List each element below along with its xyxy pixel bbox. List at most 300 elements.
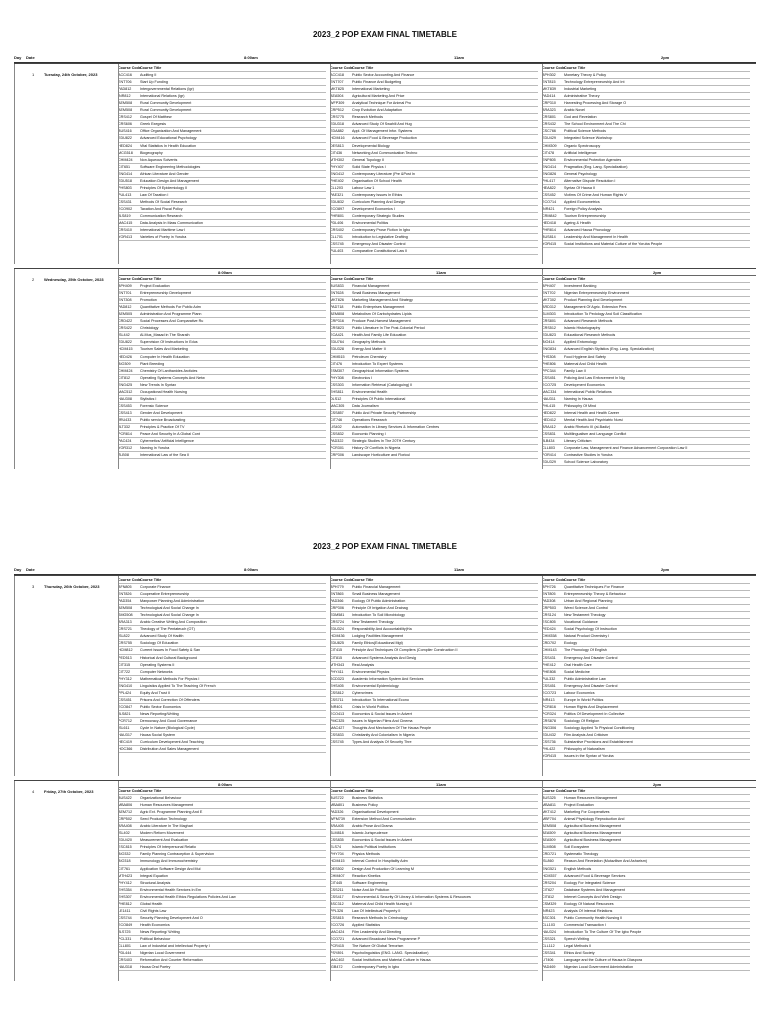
course-title: Internal Control In Hospitality Adm <box>352 859 408 864</box>
course-row <box>542 943 750 950</box>
course-title: Types And Analysis Of Security Thre <box>352 740 412 745</box>
course-code: BUS422 <box>118 796 132 801</box>
course-row <box>330 633 538 640</box>
course-row <box>118 290 326 297</box>
course-title: Public Finance And Budgeting <box>352 80 402 85</box>
course-code: ECO723 <box>542 690 557 695</box>
course-code: PHR801 <box>330 213 344 218</box>
course-row <box>542 830 750 837</box>
course-title: Historical And Cultural Background <box>140 655 197 660</box>
slot-column <box>118 577 326 753</box>
course-title: Developmental Biology <box>352 143 390 148</box>
course-code: CHM358 <box>542 634 557 639</box>
course-row <box>330 626 538 633</box>
course-code: BUS833 <box>330 284 344 289</box>
course-row <box>118 669 326 676</box>
course-row <box>330 128 538 135</box>
course-code: AEA509 <box>542 838 556 843</box>
course-row <box>118 823 326 830</box>
course-row <box>542 633 750 640</box>
course-row <box>542 121 750 128</box>
course-code: HED426 <box>118 354 132 359</box>
course-code: HAU317 <box>118 733 132 738</box>
course-title: Lodging Facilities Management <box>352 634 404 639</box>
course-row <box>330 647 538 654</box>
column-divider <box>330 576 331 776</box>
course-title: Ageing & Health <box>564 221 591 226</box>
course-title-header: Course Title <box>140 578 162 582</box>
course-row <box>542 304 750 311</box>
course-code: ECO725 <box>542 382 557 387</box>
course-row <box>542 598 750 605</box>
course-code: ESM307 <box>330 368 345 373</box>
course-code: CIT315 <box>118 662 131 667</box>
course-title: Structural Analysis <box>140 880 171 885</box>
course-code: ENT826 <box>118 592 132 597</box>
course-row <box>118 354 326 361</box>
course-title: Naming In Hausa <box>564 396 593 401</box>
course-row <box>330 438 538 445</box>
course-row <box>542 234 750 241</box>
course-row <box>330 93 538 100</box>
course-title: Introduction To International Econo <box>352 697 409 702</box>
course-row <box>330 858 538 865</box>
course-row <box>542 227 750 234</box>
course-title: Computer In Health Education <box>140 354 190 359</box>
course-row <box>118 114 326 121</box>
course-code: BSC312 <box>330 901 344 906</box>
course-title: Reason And Revelation (Mutazilism And Asharism) <box>564 859 648 864</box>
course-code-header: Course Code <box>330 578 353 582</box>
course-row <box>330 86 538 93</box>
course-row <box>330 844 538 851</box>
day-number: 1 <box>32 72 35 77</box>
course-title: Environmental & Security Of Library & Information Systems & Resources <box>352 894 471 899</box>
course-code: CSS211 <box>330 887 344 892</box>
course-code: PCR712 <box>118 718 132 723</box>
course-title: Organizational Behaviour <box>140 796 182 801</box>
slot-header-2pm: 2pm <box>653 781 662 787</box>
course-title-header: Course Title <box>352 277 374 281</box>
course-title: Emergency And Disaster Control <box>564 655 618 660</box>
day-col-header: Day <box>14 55 22 60</box>
course-title: Methods Of Social Research <box>140 199 187 204</box>
course-row <box>118 711 326 718</box>
course-title: Weed Science And Control <box>564 606 609 611</box>
course-row <box>118 626 326 633</box>
course-title: Health Economics <box>140 922 170 927</box>
column-divider <box>118 64 119 264</box>
course-code: ARA408 <box>118 824 132 829</box>
course-title: Peace And Security In A Global Cont <box>140 432 200 437</box>
column-divider <box>118 781 119 981</box>
course-title: Environmental Politics <box>352 221 389 226</box>
course-row <box>542 354 750 361</box>
course-title: Public Community Health Nursing II <box>564 915 623 920</box>
course-title: Principles Of Public International <box>352 396 406 401</box>
course-code: PSY891 <box>330 951 344 956</box>
course-row <box>542 619 750 626</box>
course-row <box>118 227 326 234</box>
course-code: INR401 <box>330 704 343 709</box>
course-title: Prisons And Correction Of Offenders <box>140 697 200 702</box>
course-title: Social Processes And Comparative Ru <box>140 319 204 324</box>
course-title: Public service Broadcasting <box>140 417 186 422</box>
course-row <box>542 697 750 704</box>
course-row <box>542 332 750 339</box>
course-row <box>330 346 538 353</box>
course-title: Cycle In Nature (Biological Cycle) <box>140 725 195 730</box>
course-title-header: Course Title <box>352 578 374 582</box>
column-divider <box>542 64 543 264</box>
course-row <box>330 185 538 192</box>
course-code: AEM508 <box>118 606 133 611</box>
course-title: Human Resources Management <box>140 803 194 808</box>
course-title: Tourism Sales And Marketing <box>140 347 188 352</box>
course-title: Oral Health Care <box>564 662 592 667</box>
course-title: Immunology And Immunochemistry <box>140 859 198 864</box>
course-row <box>330 640 538 647</box>
course-code: LE1411 <box>118 908 131 913</box>
course-code: EDU518 <box>118 178 132 183</box>
course-code: LIS402 <box>330 424 342 429</box>
course-code: PPL326 <box>330 908 344 913</box>
course-code: EDA882 <box>330 129 344 134</box>
course-code: MTH302 <box>330 157 345 162</box>
course-row <box>542 964 750 971</box>
course-code: CSS736 <box>542 740 556 745</box>
course-row <box>542 795 750 802</box>
course-code: CRP306 <box>330 606 344 611</box>
course-title: Physics Methods <box>352 852 380 857</box>
slot-column <box>330 577 538 746</box>
course-code-header: Course Code <box>118 789 141 793</box>
slot-header-8am: 8:00am <box>218 781 232 787</box>
course-title: Emergency And Disaster Control <box>564 683 618 688</box>
course-title: Project Evaluation <box>564 803 594 808</box>
course-row <box>118 431 326 438</box>
course-code: INR423 <box>542 908 555 913</box>
course-code: CRS412 <box>118 115 132 120</box>
course-row <box>542 894 750 901</box>
course-row <box>118 318 326 325</box>
course-row <box>542 753 750 760</box>
course-title: Arabic Prose And Drama <box>352 824 393 829</box>
course-row <box>118 655 326 662</box>
course-row <box>118 389 326 396</box>
column-header-row <box>330 65 538 72</box>
course-code: HEC419 <box>118 740 132 745</box>
course-title: Political Science Methods <box>564 129 607 134</box>
course-code: HCM357 <box>542 873 557 878</box>
course-title: Labour Law 1 <box>352 185 375 190</box>
course-row <box>118 192 326 199</box>
course-title: Real Analysis <box>352 662 375 667</box>
course-row <box>330 452 538 459</box>
course-code: CHM309 <box>542 143 557 148</box>
course-code: PAE321 <box>330 192 344 197</box>
course-title: Issues in the Syntax of Yoruba <box>564 754 614 759</box>
course-title: Arabic Rhetoric III (al-Badiz) <box>564 424 611 429</box>
course-title: Public Sector Accounting And Finance <box>352 73 415 78</box>
course-title: Networking And Communication Techno <box>352 150 418 155</box>
course-row <box>118 445 326 452</box>
course-title: Agricultural Business Management <box>564 838 621 843</box>
course-title: Intergovernmental Relations (Igr) <box>140 87 194 92</box>
course-row <box>330 851 538 858</box>
course-row <box>118 929 326 936</box>
course-code: MAC512 <box>118 389 133 394</box>
course-code: MBF704 <box>542 817 556 822</box>
course-code: ISL860 <box>542 859 554 864</box>
course-title: Human Rights And Displacement <box>564 704 619 709</box>
course-title: Principle Of Irrigation And Drainag <box>352 606 408 611</box>
course-code: CIT651 <box>118 164 131 169</box>
column-divider <box>330 781 331 981</box>
course-title: Current Issues In Food Safety & San <box>140 648 201 653</box>
column-divider <box>542 576 543 776</box>
course-row <box>330 220 538 227</box>
column-header-row <box>118 65 326 72</box>
course-row <box>118 72 326 79</box>
column-divider <box>118 576 119 776</box>
course-title: Technological And Social Change In <box>140 613 199 618</box>
course-title: Political Behaviour <box>140 936 171 941</box>
course-code: MAC427 <box>330 725 345 730</box>
course-row <box>542 361 750 368</box>
course-row <box>118 598 326 605</box>
course-code: MCG518 <box>118 150 133 155</box>
course-title: Thoughts And Mechanism Of The Hausa People <box>352 725 432 730</box>
course-title: Commercial Transaction I <box>564 922 606 927</box>
course-title: Management Of Agric. Extension Pers <box>564 305 627 310</box>
course-title: Biogeography <box>140 150 163 155</box>
course-title: Marketing Management And Strategy <box>352 298 413 303</box>
day-number: 4 <box>32 789 35 794</box>
course-row <box>542 164 750 171</box>
course-code: BIO414 <box>542 340 555 345</box>
course-title: Philosophy of Naturalism <box>564 747 605 752</box>
course-row <box>118 452 326 459</box>
course-code: CSS451 <box>118 697 132 702</box>
course-code: ISL402 <box>118 831 130 836</box>
course-row <box>542 382 750 389</box>
course-code: PAD366 <box>330 599 344 604</box>
course-code: CSS451 <box>542 683 556 688</box>
course-row <box>542 431 750 438</box>
day-date: Friday, 27th October, 2023 <box>44 789 94 794</box>
course-title: Agricultural Business Management <box>564 824 621 829</box>
course-title: Entrepreneurship Development <box>140 291 192 296</box>
course-title: Plant Breeding <box>140 361 165 366</box>
course-row <box>118 880 326 887</box>
course-code: PHY411 <box>330 669 344 674</box>
course-row <box>118 718 326 725</box>
course-title: Internal Health and Health Career <box>564 410 620 415</box>
slot-header-11am: 11am <box>436 781 447 787</box>
course-title: Advanced Study Of Swahili And Hug <box>352 122 412 127</box>
course-title: Ecology Of Public Administration <box>352 599 406 604</box>
course-title: Rural Community Development <box>140 101 192 106</box>
course-code: MTH423 <box>118 873 133 878</box>
course-code: HCM416 <box>330 136 345 141</box>
course-code: CHM424 <box>118 368 133 373</box>
course-code: CRP310 <box>542 101 556 106</box>
course-title: Rural Community Development <box>140 108 192 113</box>
course-code: CSS451 <box>542 375 556 380</box>
slot-column <box>330 788 538 971</box>
course-title: International Law of the Sea II <box>140 453 189 458</box>
course-row <box>118 619 326 626</box>
course-code: ENT707 <box>330 80 344 85</box>
course-title: Information Retrieval (Cataloguing) II <box>352 382 413 387</box>
course-row <box>330 164 538 171</box>
course-code: ENG410 <box>118 683 133 688</box>
course-code: CSS857 <box>330 410 344 415</box>
course-row <box>118 908 326 915</box>
slot-header-11am: 11am <box>454 567 465 572</box>
course-row <box>118 887 326 894</box>
course-code: YOR415 <box>542 242 557 247</box>
course-row <box>118 844 326 851</box>
course-row <box>330 809 538 816</box>
course-row <box>118 633 326 640</box>
course-title: Gospel Of Matthew <box>140 115 172 120</box>
course-title: Applied Statistics <box>352 922 381 927</box>
course-code: CSS413 <box>118 410 132 415</box>
course-title: Curriculum Planning And Design <box>352 199 406 204</box>
course-title: Software Engineering Methodologies <box>140 164 201 169</box>
page-title: 2023_2 POP EXAM FINAL TIMETABLE <box>312 542 458 551</box>
course-code: PHY407 <box>330 164 344 169</box>
course-code: CRS512 <box>542 326 556 331</box>
course-title: Data Analysis In Mass Communication <box>140 221 203 226</box>
course-row <box>542 929 750 936</box>
course-title: Forensic Science <box>140 403 169 408</box>
slot-header-11am: 11am <box>454 55 465 60</box>
course-row <box>330 950 538 957</box>
course-row <box>330 227 538 234</box>
course-row <box>542 114 750 121</box>
course-code: HOC366 <box>118 747 133 752</box>
course-row <box>542 290 750 297</box>
course-title: Environmental Epidemiology <box>352 683 399 688</box>
course-row <box>542 86 750 93</box>
course-row <box>330 725 538 732</box>
course-code: PHY704 <box>330 852 344 857</box>
course-code: PAC424 <box>118 439 132 444</box>
course-title: Geographical Information Systems <box>352 368 409 373</box>
course-code: AEM508 <box>118 108 133 113</box>
course-title: The School Environment And The Chi <box>564 122 626 127</box>
course-row <box>542 185 750 192</box>
course-row <box>118 662 326 669</box>
course-code: CRS124 <box>542 613 556 618</box>
course-code-header: Course Code <box>542 578 565 582</box>
course-code: JRU433 <box>118 417 132 422</box>
course-code: CRS775 <box>330 115 344 120</box>
course-row <box>542 901 750 908</box>
course-code: CSS431 <box>118 199 132 204</box>
course-code: MAC424 <box>330 929 345 934</box>
course-title: Europe In World Politics <box>564 697 604 702</box>
course-code: PCR324 <box>542 711 556 716</box>
course-title: Substantive Provisions and Establishment <box>564 740 633 745</box>
course-row <box>330 830 538 837</box>
course-code: CHM515 <box>330 354 345 359</box>
course-code: ENG826 <box>542 171 557 176</box>
course-row <box>330 669 538 676</box>
course-row <box>330 901 538 908</box>
course-code: CIT478 <box>542 150 555 155</box>
course-code: AEM712 <box>118 810 133 815</box>
course-title: Appl. Of Management Infor. Systems <box>352 129 413 134</box>
course-code: CHM143 <box>542 648 557 653</box>
course-row <box>118 361 326 368</box>
course-title: Cooperative Entrepreneurship <box>140 592 190 597</box>
course-code: ACC416 <box>118 73 132 78</box>
column-divider <box>330 269 331 469</box>
course-code: CSC766 <box>542 129 556 134</box>
course-title: Language and the Culture of Hausa in Diaspora <box>564 958 643 963</box>
slot-header-11am: 11am <box>436 269 447 275</box>
course-row <box>118 164 326 171</box>
course-row <box>118 739 326 746</box>
course-title: Petroleum Chemistry <box>352 354 387 359</box>
course-code: CRD702 <box>542 641 557 646</box>
course-title: Data Journalism <box>352 403 379 408</box>
course-row <box>330 823 538 830</box>
course-title: Solid State Physics I <box>352 164 386 169</box>
course-code: PCR814 <box>118 432 132 437</box>
course-row <box>118 325 326 332</box>
course-code: PHE402 <box>330 178 344 183</box>
column-header-row <box>330 788 538 795</box>
course-code: PMC325 <box>330 718 345 723</box>
day-date: Thursday, 26th October, 2023 <box>44 584 100 589</box>
course-code: ARA412 <box>542 424 556 429</box>
course-title: Automation In Library Services & Information Centres <box>352 424 440 429</box>
course-row <box>330 943 538 950</box>
course-row <box>542 851 750 858</box>
course-code: ENT706 <box>118 80 132 85</box>
course-code: CRS204 <box>542 880 556 885</box>
course-row <box>118 234 326 241</box>
course-row <box>118 901 326 908</box>
course-row <box>118 150 326 157</box>
day-number: 2 <box>32 277 35 282</box>
course-code: SLM303 <box>542 312 556 317</box>
course-title: Occupational Health Nursing <box>140 389 187 394</box>
course-code: ARA405 <box>330 824 344 829</box>
slot-column <box>542 65 750 248</box>
course-code: DES813 <box>330 143 344 148</box>
course-title: Theology of The Pentateuch (OT) <box>140 627 195 632</box>
course-title: New Testament Theology <box>564 613 606 618</box>
course-row <box>330 248 538 255</box>
course-title: Law Of Taxation I <box>140 192 169 197</box>
course-row <box>330 410 538 417</box>
course-row <box>118 690 326 697</box>
course-row <box>330 107 538 114</box>
course-title: Agric Ext. Programme Planning And E <box>140 810 203 815</box>
course-code: AEM508 <box>542 824 557 829</box>
course-row <box>118 922 326 929</box>
course-code: WFP309 <box>330 101 345 106</box>
course-code: CRS823 <box>330 326 344 331</box>
course-title: Project Evaluation <box>140 284 170 289</box>
course-row <box>118 647 326 654</box>
